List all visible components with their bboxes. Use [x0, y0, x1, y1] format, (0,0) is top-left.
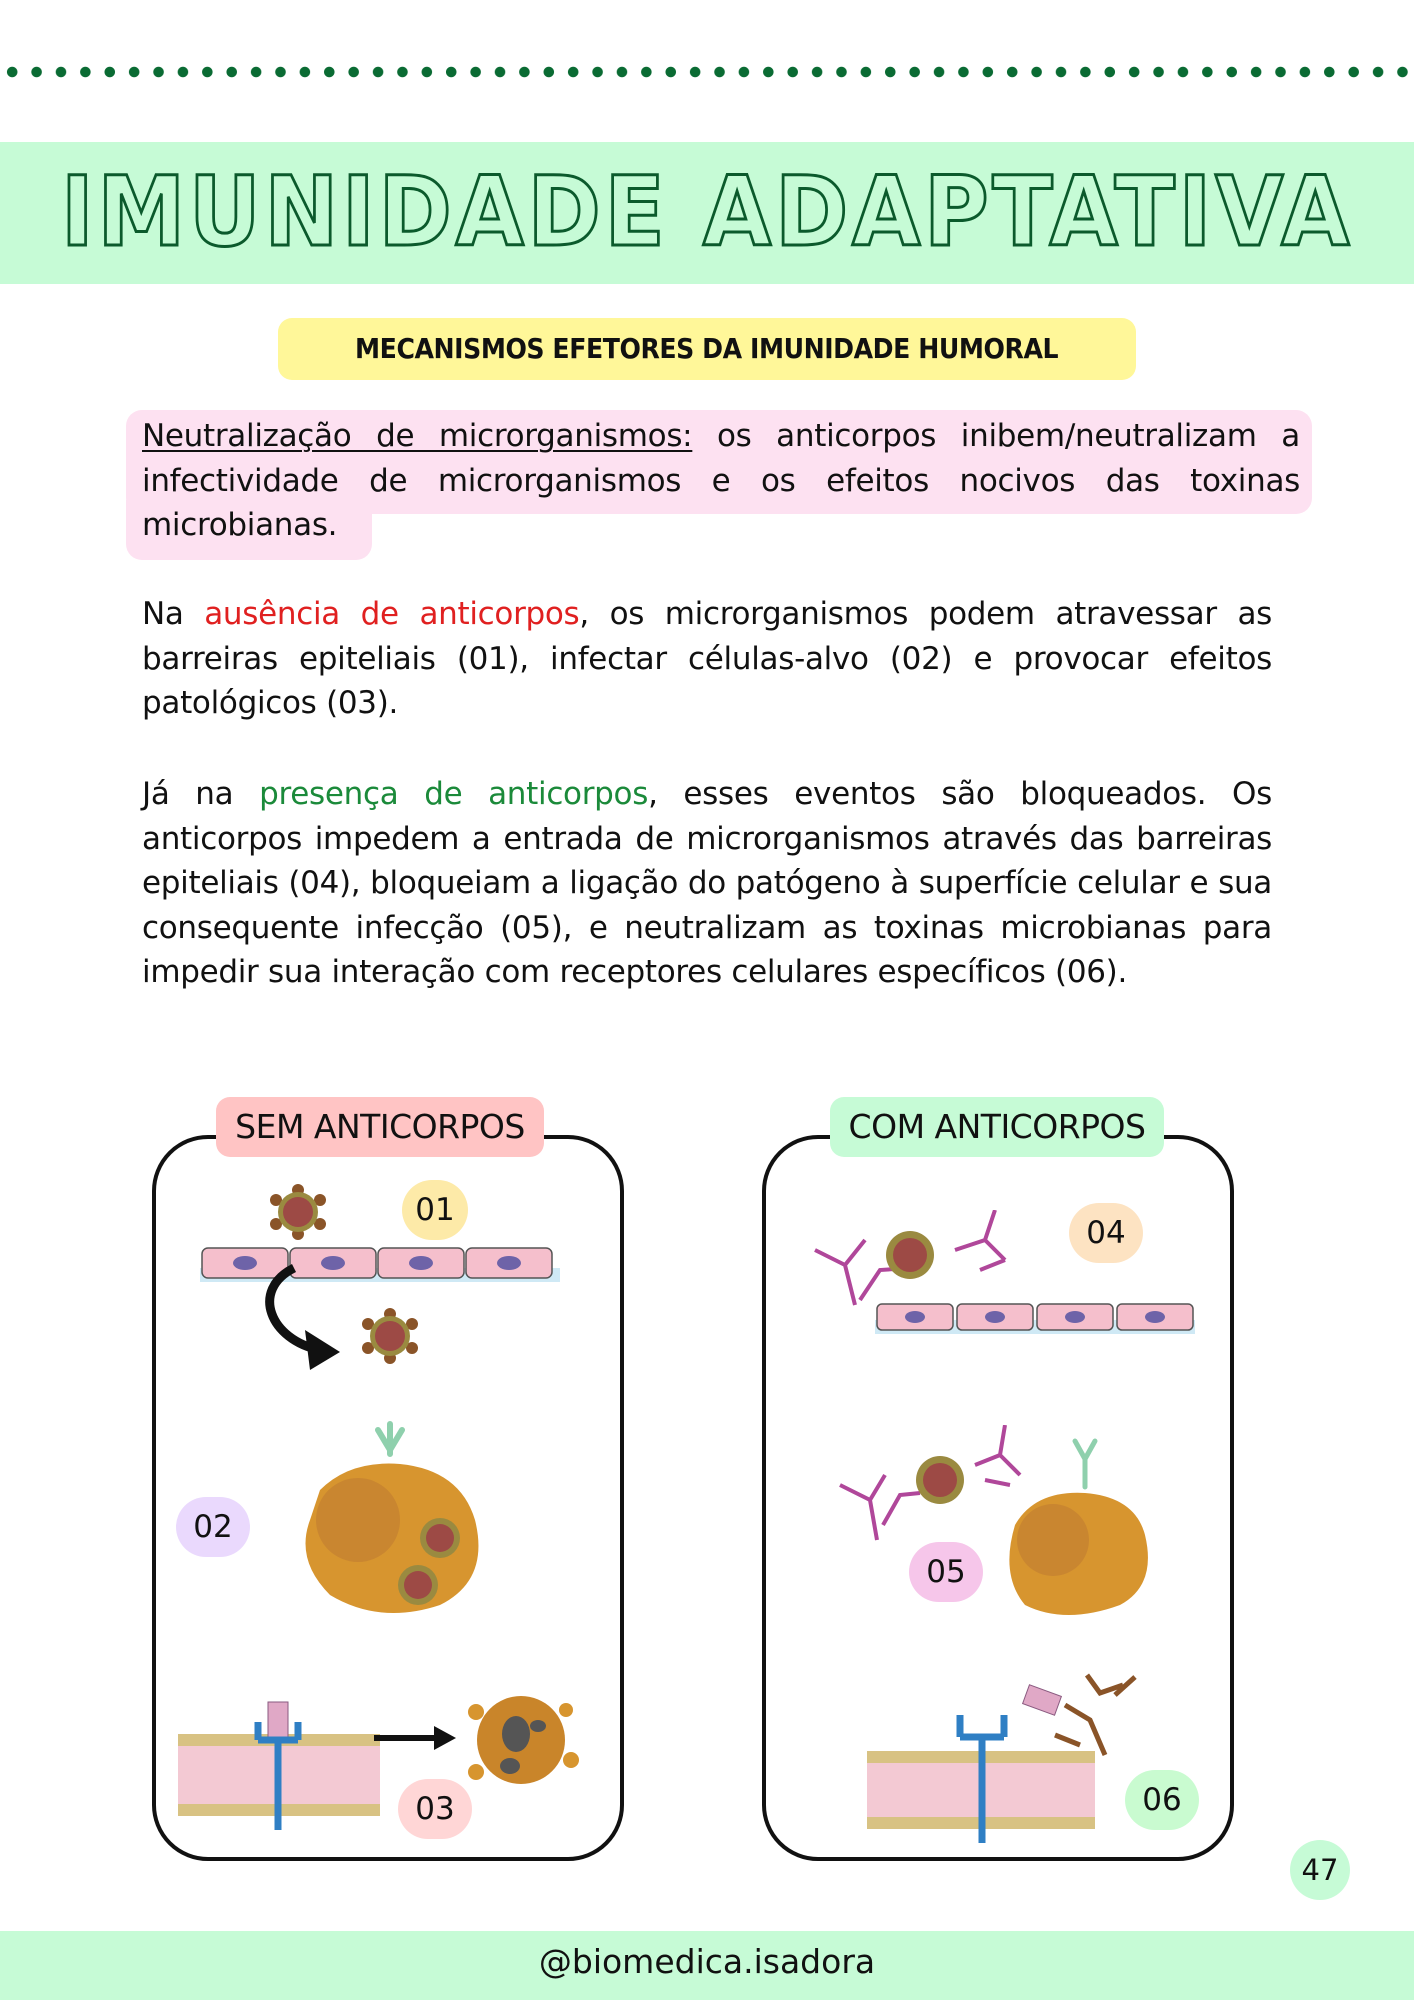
- step-badge-06: 06: [1125, 1770, 1199, 1830]
- step-badge-03: 03: [398, 1779, 472, 1839]
- epithelium-icon: [200, 1248, 560, 1282]
- page-title: IMUNIDADE ADAPTATIVA: [60, 156, 1354, 268]
- microbe-icon: [420, 1518, 460, 1558]
- page-number: 47: [1290, 1840, 1350, 1900]
- presence-paragraph: Já na presença de anticorpos, esses eventos são bloqueados. Os anticorpos impedem a entrada de microrganismos através das barreiras epiteliais (04), bloqueiam a ligação do patógeno à superfície celular e sua consequente infecção (05), e neutralizam as toxinas microbianas para impedir sua interação com receptores celulares específicos (06).: [142, 776, 1272, 990]
- epithelium-crossing-illustration: [190, 1180, 590, 1370]
- step-badge-02: 02: [176, 1497, 250, 1557]
- microbe-icon: [398, 1565, 438, 1605]
- toxin-damage-illustration: [176, 1690, 606, 1840]
- blocked-binding-illustration: [835, 1425, 1165, 1625]
- section-subtitle: MECANISMOS EFETORES DA IMUNIDADE HUMORAL: [278, 318, 1136, 380]
- microbe-icon: [270, 1184, 326, 1240]
- absence-highlight: ausência de anticorpos: [204, 596, 580, 632]
- neutralization-term: Neutralização de microrganismos:: [142, 418, 693, 454]
- infected-cell-illustration: [290, 1420, 490, 1630]
- neutralization-paragraph: Neutralização de microrganismos: os anticorpos inibem/neutralizam a infectividade de microrganismos e os efeitos nocivos das toxinas microbianas.: [142, 418, 1300, 543]
- toxin-icon: [1023, 1685, 1062, 1715]
- absence-paragraph: Na ausência de anticorpos, os microrganismos podem atravessar as barreiras epiteliais (01), infectar células-alvo (02) e provocar efeitos patológicos (03).: [142, 596, 1272, 721]
- presence-highlight: presença de anticorpos: [259, 776, 649, 812]
- epithelium-icon: [875, 1304, 1195, 1334]
- step-badge-04: 04: [1069, 1203, 1143, 1263]
- microbe-icon: [362, 1308, 418, 1364]
- step-badge-05: 05: [909, 1542, 983, 1602]
- damaged-cell-icon: [468, 1696, 579, 1784]
- receptor-icon: [378, 1424, 402, 1454]
- panel-title-without-antibodies: SEM ANTICORPOS: [216, 1097, 544, 1157]
- microbe-icon: [916, 1456, 964, 1504]
- receptor-icon: [1075, 1441, 1095, 1487]
- blocked-entry-illustration: [805, 1210, 1205, 1350]
- step-badge-01: 01: [402, 1180, 468, 1240]
- antibody-icon: [1055, 1675, 1135, 1755]
- dotted-divider: [0, 65, 1414, 79]
- footer-handle: @biomedica.isadora: [0, 1931, 1414, 2000]
- toxin-neutralization-illustration: [865, 1665, 1165, 1845]
- panel-title-with-antibodies: COM ANTICORPOS: [830, 1097, 1164, 1157]
- microbe-icon: [886, 1231, 934, 1279]
